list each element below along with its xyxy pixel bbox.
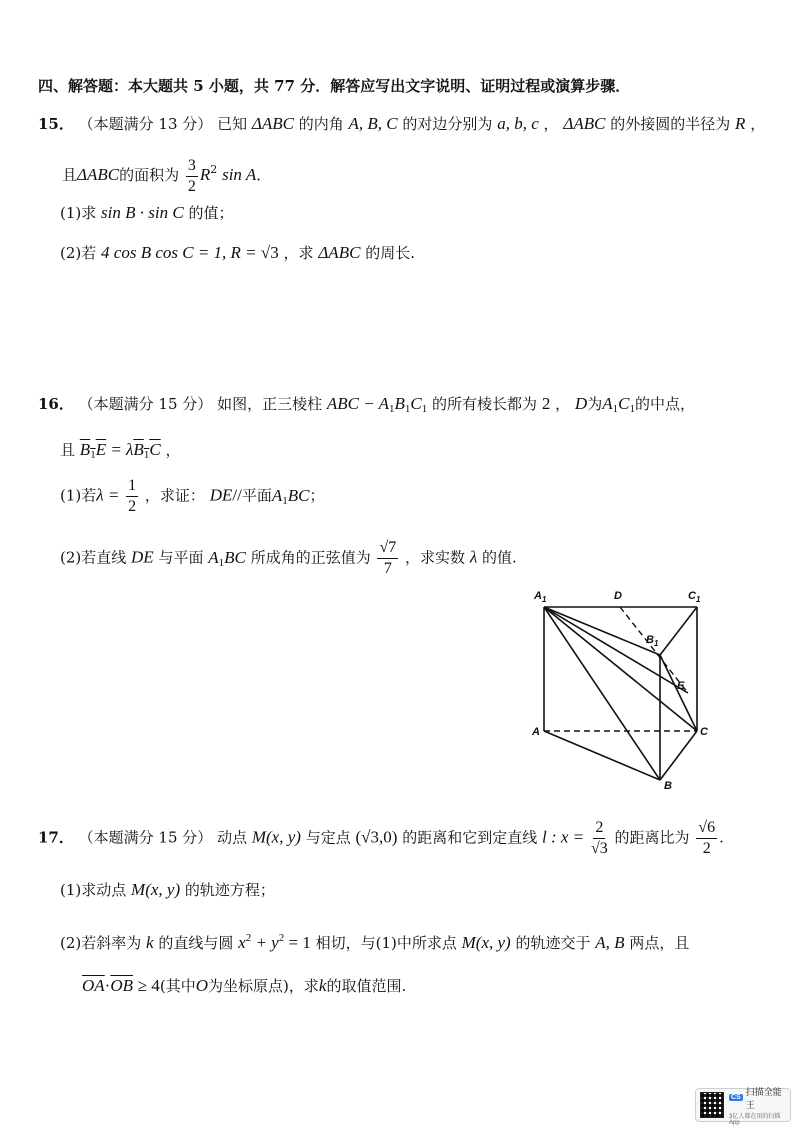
q17-p2-M: M(x, y): [461, 933, 511, 952]
q16-prism: [327, 394, 427, 413]
segment-b1c: [660, 655, 697, 731]
q17-stem: [38, 820, 724, 857]
q16-vector-b1e: [80, 440, 106, 459]
q15-p2-sqrt: √3: [260, 243, 279, 262]
q16-vl-e: E: [95, 440, 107, 459]
q16-p1-plane-bc: BC: [287, 485, 310, 505]
q16-stem: [38, 394, 695, 419]
q17-line-l: l : x =: [542, 827, 585, 847]
q17-p3-k: k: [318, 976, 327, 995]
q16-score: （本题满分 15 分）: [78, 395, 213, 413]
q15-number: 15．: [38, 115, 74, 133]
q16-prism-s2: 1: [404, 403, 411, 415]
edge-ab: [544, 731, 660, 780]
label-c1: [688, 590, 701, 604]
segment-a1b: [544, 607, 660, 780]
q16-text-c: ，: [555, 395, 571, 413]
q15-text-b: 的内角: [298, 115, 344, 133]
q17-text-d: 的距离比为: [614, 828, 690, 847]
q17-number: 17．: [38, 828, 74, 847]
q15-angles: A, B, C: [348, 114, 398, 133]
q16-p1-b: ，求证：: [144, 486, 205, 505]
q16-prism-s1: 1: [389, 403, 395, 415]
label-a1: [533, 590, 547, 604]
q15-part2: [60, 243, 415, 263]
q16-p1-end: ；: [309, 486, 325, 505]
q17-text-b: 与定点: [305, 828, 351, 847]
q16-ac-s2: 1: [629, 403, 635, 415]
q16-vr-b: B: [133, 440, 144, 459]
q16-part2: [60, 540, 517, 578]
q16-prism-a: ABC − A: [326, 394, 390, 413]
q15-line2-end: ．: [256, 166, 272, 184]
q16-p1-num: 1: [126, 478, 138, 497]
q15-score: （本题满分 13 分）: [78, 115, 213, 133]
q17-r-den: 2: [702, 840, 711, 857]
q17-l-den: √3: [590, 840, 608, 857]
edge-a1b1: [544, 607, 660, 655]
q16-p1-a: (1)若: [60, 486, 97, 505]
q16-prism-s3: 1: [421, 403, 428, 415]
q16-p2-plane-s: 1: [218, 556, 225, 569]
q17-part2: [60, 928, 689, 953]
q17-p2-b: 的直线与圆: [158, 934, 234, 952]
q17-point: (√3,0): [355, 827, 398, 847]
q16-p2-e: 的值.: [482, 548, 517, 567]
watermark-top: [729, 1085, 786, 1111]
label-b1-main: B: [646, 634, 654, 646]
watermark-text: [729, 1085, 786, 1126]
q17-p2-a: (2)若斜率为: [60, 934, 142, 952]
q17-circle-x: x: [238, 933, 246, 952]
q17-p3-b: 为坐标原点)，求: [208, 977, 319, 995]
q16-ac-s1: 1: [612, 403, 619, 415]
q17-text-a: 动点: [217, 828, 248, 847]
q16-vec-eq: = λ: [106, 440, 134, 459]
q15-p2-a: (2)若: [60, 244, 97, 262]
q16-ac-a: A: [602, 394, 613, 413]
q15-area-R: R: [199, 165, 211, 184]
q16-ac-c: C: [618, 394, 630, 413]
q17-dot: ·: [104, 976, 111, 995]
q16-p2-plane-a: A: [208, 547, 219, 567]
q17-p3-a: (其中: [159, 977, 196, 995]
q15-p2-math: 4 cos B cos C = 1, R =: [101, 243, 261, 262]
q17-circle-sup2: 2: [278, 932, 285, 944]
q17-p1-b: 的轨迹方程；: [184, 881, 275, 899]
q15-area-fraction: [186, 158, 198, 195]
q16-a1c1: [602, 394, 635, 413]
q16-p2-d: ，求实数: [405, 548, 466, 567]
q17-p2-k: k: [146, 933, 154, 952]
q16-p2-c: 所成角的正弦值为: [250, 548, 371, 567]
q16-p2-num: √7: [377, 540, 398, 559]
qr-code-icon: [700, 1092, 724, 1118]
q17-l-num: 2: [593, 820, 605, 839]
q17-M: M(x, y): [251, 827, 301, 847]
label-c: C: [700, 726, 708, 738]
q15-area-line: [62, 156, 271, 195]
q16-p2-plane-bc: BC: [224, 547, 246, 567]
q16-vr-s: 1: [143, 449, 150, 461]
q15-p2-c: 的周长.: [365, 244, 415, 262]
section-title: 四、解答题：本大题共 5 小题，共 77 分．解答应写出文字说明、证明过程或演算步骤．: [38, 77, 631, 95]
q17-p3-c: 的取值范围.: [326, 977, 407, 995]
q17-vec-oa: $\overline{OA}$: [82, 976, 105, 995]
label-d: D: [614, 590, 622, 602]
q17-end: .: [719, 828, 724, 847]
q17-ge: ≥ 4: [137, 976, 160, 995]
q16-text-e: 的中点，: [634, 395, 695, 413]
q17-O: O: [195, 976, 209, 995]
q16-p2-b: 与平面: [158, 548, 204, 567]
q17-p2-c: 相切，与(1)中所求点: [315, 934, 457, 952]
q16-p1-de: DE: [209, 485, 233, 505]
prism-figure: [530, 585, 720, 795]
q15-p2-b: ，求: [283, 244, 314, 262]
q17-circle-sup1: 2: [245, 932, 252, 944]
q15-part1: [60, 203, 233, 223]
label-c1-main: C: [688, 590, 696, 602]
q16-number: 16．: [38, 395, 74, 413]
prism-diagram: [530, 585, 720, 795]
q16-prism-c: C: [410, 394, 422, 413]
q15-text-d: 的外接圆的半径为: [610, 115, 731, 133]
q16-line2-a: 且: [60, 441, 76, 459]
q17-r-num: √6: [696, 820, 717, 839]
q15-stem: [38, 114, 765, 134]
q16-line2-end: ，: [165, 441, 181, 459]
q15-text-a: 已知: [217, 115, 248, 133]
label-a1-main: A: [534, 590, 542, 602]
q15-text-c: 的对边分别为: [402, 115, 493, 133]
label-b1-sub: 1: [653, 639, 659, 648]
watermark-sub: 3亿人都在用的扫描App: [729, 1113, 781, 1126]
edge-bc: [660, 731, 697, 780]
q16-p2-den: 7: [383, 560, 392, 577]
q16-text-a: 如图，正三棱柱: [217, 395, 323, 413]
q17-ratio-fraction: [696, 820, 717, 857]
q15-line2-b: 的面积为: [119, 166, 180, 184]
q15-abc: ΔABC: [251, 114, 294, 133]
q16-p2-de: DE: [131, 547, 154, 567]
q15-area-sin: sin A: [222, 165, 257, 184]
q15-p1-a: (1)求: [60, 204, 97, 222]
q16-p1-den: 2: [128, 498, 137, 515]
q15-p2-abc: ΔABC: [318, 243, 361, 262]
q16-vl-b: B: [79, 440, 91, 459]
q16-p1-c: 平面: [241, 486, 272, 505]
q15-comma: ，: [543, 115, 559, 133]
q16-p2-a: (2)若直线: [60, 548, 127, 567]
q15-frac-den: 2: [187, 177, 196, 195]
q17-p1-M: M(x, y): [131, 880, 181, 899]
q17-p2-e: 两点，且: [629, 934, 690, 952]
q17-part2-cont: [82, 976, 406, 996]
q16-prism-b: B: [394, 394, 405, 413]
q17-l-fraction: [591, 820, 608, 857]
q16-p2-lambda: λ: [469, 547, 478, 567]
q16-p1-plane: [272, 486, 310, 505]
q16-vector-line: [60, 440, 180, 465]
scanner-watermark: [695, 1086, 791, 1126]
q17-text-c: 的距离和它到定直线: [402, 828, 538, 847]
q16-p2-plane: [208, 548, 246, 567]
q17-part1: [60, 880, 275, 900]
camscanner-logo-icon: CS: [731, 1094, 741, 1101]
q17-vec-ob: $\overline{OB}$: [110, 976, 134, 995]
q15-R: R: [735, 114, 746, 133]
label-a: A: [532, 726, 540, 738]
q16-vl-s: 1: [90, 449, 96, 461]
q17-p1-a: (1)求动点: [60, 881, 127, 899]
q17-score: （本题满分 15 分）: [78, 828, 213, 847]
q17-circle-eq: = 1: [284, 933, 311, 952]
q15-sides: a, b, c: [497, 114, 539, 133]
q15-abc2: ΔABC: [563, 114, 606, 133]
q15-area-sup: 2: [210, 163, 218, 176]
label-b1: [646, 634, 659, 648]
q15-line2-a: 且: [62, 166, 78, 184]
q16-vector-b1c: [133, 440, 160, 459]
q17-circle-plus: + y: [251, 933, 279, 952]
label-e: E: [677, 680, 685, 692]
segment-a1c: [544, 607, 697, 731]
q16-text-d: 为: [587, 395, 603, 413]
label-a1-sub: 1: [541, 595, 547, 604]
q16-p1-par: //: [232, 485, 242, 505]
edge-b1c1: [660, 607, 697, 655]
q16-D: D: [574, 394, 588, 413]
label-b: B: [664, 780, 672, 792]
q16-edge: 2: [541, 394, 551, 413]
q16-p1-plane-s: 1: [282, 494, 288, 507]
q15-line2-abc: ΔABC: [77, 165, 120, 184]
q16-p1-fraction: [126, 478, 138, 515]
q15-end: ，: [750, 115, 766, 133]
segment-a1e: [544, 607, 688, 693]
q16-part1: [60, 478, 324, 516]
q15-p1-math: sin B · sin C: [101, 203, 184, 222]
q16-text-b: 的所有棱长都为: [432, 395, 538, 413]
q16-p2-fraction: [377, 540, 398, 577]
watermark-brand: 扫描全能王: [745, 1086, 782, 1110]
q17-p2-d: 的轨迹交于: [515, 934, 591, 952]
q17-circle: [238, 933, 311, 952]
q15-p1-b: 的值；: [188, 204, 234, 222]
q16-p1-lambda: λ =: [96, 485, 120, 505]
label-c1-sub: 1: [695, 595, 701, 604]
q17-p2-AB: A, B: [595, 933, 625, 952]
q16-vr-c: C: [149, 440, 161, 459]
q16-p1-plane-a: A: [271, 485, 283, 505]
q15-frac-num: 3: [186, 158, 198, 177]
